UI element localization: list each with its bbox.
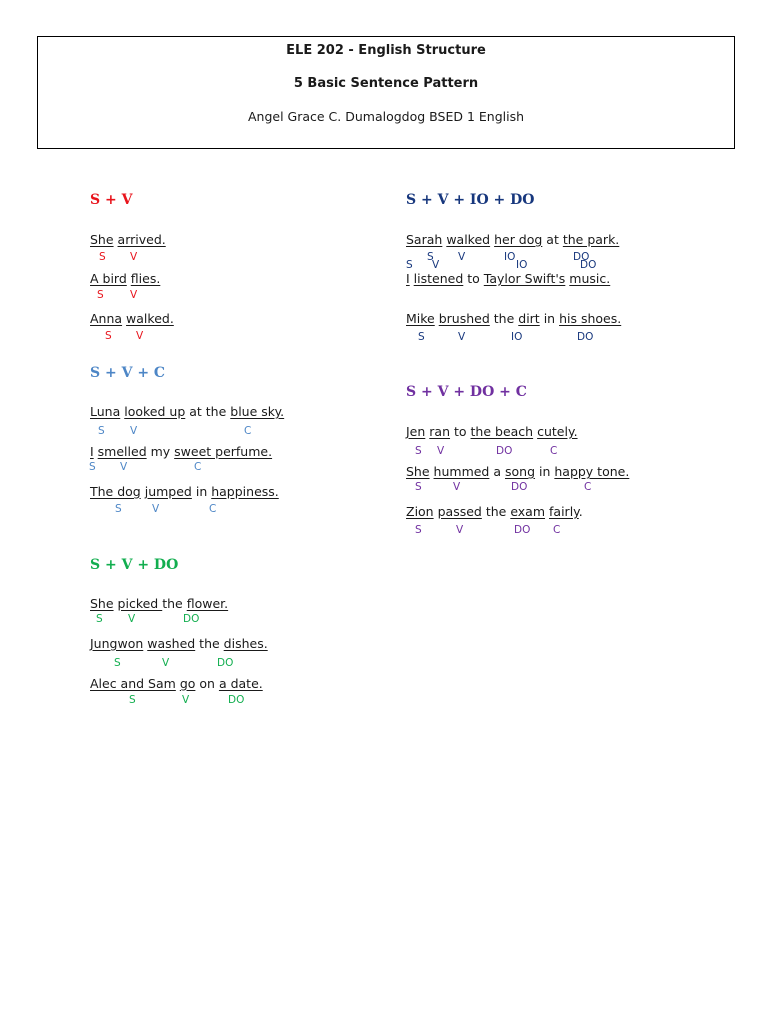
sentence-constituent: the beach <box>470 424 534 439</box>
sentence <box>90 445 272 459</box>
sentence <box>406 233 619 247</box>
sentence-constituent: song <box>504 464 536 479</box>
pattern-label: S <box>415 445 422 457</box>
pattern-label: IO <box>511 331 523 343</box>
sentence-constituent: dishes. <box>223 636 268 651</box>
sentence <box>90 233 166 247</box>
pattern-label: S <box>129 694 136 706</box>
sentence-constituent: happy tone. <box>554 464 630 479</box>
sentence-text: in <box>191 484 212 499</box>
sentence <box>90 597 228 611</box>
pattern-label: V <box>453 481 461 493</box>
sentence-constituent: She <box>90 596 114 611</box>
course-title: ELE 202 - English Structure <box>286 43 486 58</box>
sentence <box>90 677 263 691</box>
pattern-label: V <box>130 289 138 301</box>
sentence-constituent: exam <box>510 504 546 519</box>
pattern-label: S <box>415 524 422 536</box>
pattern-label: DO <box>183 613 200 625</box>
sentence-constituent: Alec and Sam <box>90 676 176 691</box>
sentence-constituent: She <box>406 464 430 479</box>
sentence-constituent: music. <box>569 271 611 286</box>
pattern-label: DO <box>511 481 528 493</box>
sentence-constituent: walked <box>446 232 491 247</box>
sentence-text: the <box>489 311 519 326</box>
pattern-label: DO <box>496 445 513 457</box>
pattern-label: V <box>458 251 466 263</box>
sentence-constituent: A bird <box>90 271 127 286</box>
sentence <box>90 312 174 326</box>
sentence-constituent: Anna <box>90 311 123 326</box>
pattern-label: S <box>115 503 122 515</box>
pattern-label: S <box>427 251 434 263</box>
pattern-label: C <box>553 524 561 536</box>
section-heading-svio: S + V + IO + DO <box>406 192 535 208</box>
pattern-label: S <box>406 259 413 271</box>
sentence <box>406 312 621 326</box>
pattern-label: IO <box>504 251 516 263</box>
pattern-label: S <box>96 613 103 625</box>
sentence-text: the <box>481 504 511 519</box>
sentence-text: at the <box>185 404 231 419</box>
topic-title: 5 Basic Sentence Pattern <box>293 76 479 91</box>
sentence-constituent: Luna <box>90 404 121 419</box>
sentence <box>90 405 284 419</box>
pattern-label: C <box>209 503 217 515</box>
sentence-text: . <box>578 504 583 519</box>
sentence-text: to <box>463 271 484 286</box>
pattern-label: S <box>89 461 96 473</box>
author-line: Angel Grace C. Dumalogdog BSED 1 English <box>247 109 525 124</box>
pattern-label: V <box>120 461 128 473</box>
sentence-constituent: dirt <box>518 311 540 326</box>
section-heading-svc: S + V + C <box>90 365 166 381</box>
pattern-label: V <box>437 445 445 457</box>
sentence-constituent: Mike <box>406 311 435 326</box>
section-heading-svdoc: S + V + DO + C <box>406 384 527 400</box>
pattern-label: V <box>456 524 464 536</box>
sentence <box>90 485 279 499</box>
sentence-text: the <box>162 596 187 611</box>
sentence-constituent: ran <box>429 424 451 439</box>
sentence-constituent: blue sky. <box>230 404 285 419</box>
pattern-label: V <box>130 425 138 437</box>
pattern-label: S <box>418 331 425 343</box>
sentence-constituent: passed <box>437 504 482 519</box>
pattern-label: S <box>415 481 422 493</box>
sentence-constituent: picked <box>117 596 163 611</box>
sentence-constituent: washed <box>147 636 196 651</box>
pattern-label: DO <box>580 259 597 271</box>
sentence-constituent: happiness. <box>211 484 279 499</box>
pattern-label: V <box>162 657 170 669</box>
sentence-constituent: go <box>179 676 196 691</box>
sentence-constituent: jumped <box>144 484 192 499</box>
pattern-label: DO <box>573 251 590 263</box>
sentence-text: in <box>535 464 555 479</box>
sentence-constituent: Jen <box>406 424 426 439</box>
pattern-label: V <box>152 503 160 515</box>
sentence-constituent: sweet perfume. <box>174 444 273 459</box>
sentence <box>406 272 610 286</box>
sentence-constituent: looked up <box>124 404 186 419</box>
pattern-label: IO <box>516 259 528 271</box>
pattern-label: DO <box>228 694 245 706</box>
pattern-label: C <box>244 425 252 437</box>
sentence-constituent: flies. <box>130 271 161 286</box>
sentence-constituent: fairly <box>549 504 579 519</box>
sentence <box>90 272 160 286</box>
pattern-label: C <box>584 481 592 493</box>
pattern-label: DO <box>514 524 531 536</box>
pattern-label: DO <box>217 657 234 669</box>
sentence-constituent: arrived. <box>117 232 166 247</box>
pattern-label: C <box>194 461 202 473</box>
sentence-text: my <box>146 444 175 459</box>
sentence <box>406 425 578 439</box>
sentence-constituent: cutely. <box>537 424 578 439</box>
pattern-label: S <box>98 425 105 437</box>
sentence-constituent: his shoes. <box>559 311 622 326</box>
sentence-constituent: flower. <box>186 596 229 611</box>
sentence-constituent: walked. <box>126 311 174 326</box>
pattern-label: V <box>128 613 136 625</box>
sentence-text: to <box>450 424 471 439</box>
sentence-constituent: a date. <box>218 676 263 691</box>
sentence-constituent: Zion <box>406 504 434 519</box>
sentence-constituent: I <box>406 271 410 286</box>
pattern-label: V <box>458 331 466 343</box>
sentence-constituent: I <box>90 444 94 459</box>
pattern-label: S <box>97 289 104 301</box>
pattern-label: DO <box>577 331 594 343</box>
sentence <box>406 465 629 479</box>
section-heading-sv: S + V <box>90 192 133 208</box>
sentence-text: a <box>489 464 505 479</box>
pattern-label: S <box>114 657 121 669</box>
pattern-label: V <box>130 251 138 263</box>
sentence-text: the <box>195 636 224 651</box>
sentence-constituent: hummed <box>433 464 490 479</box>
pattern-label: V <box>182 694 190 706</box>
sentence-constituent: The dog <box>90 484 141 499</box>
sentence <box>90 637 268 651</box>
pattern-label: C <box>550 445 558 457</box>
sentence-text: at <box>542 232 563 247</box>
pattern-label: V <box>136 330 144 342</box>
sentence <box>406 505 583 519</box>
sentence-constituent: the park. <box>562 232 620 247</box>
sentence-constituent: listened <box>413 271 464 286</box>
pattern-label: S <box>105 330 112 342</box>
sentence-constituent: Jungwon <box>90 636 144 651</box>
sentence-constituent: Sarah <box>406 232 443 247</box>
pattern-label: V <box>432 259 440 271</box>
sentence-constituent: smelled <box>97 444 147 459</box>
sentence-text: on <box>195 676 219 691</box>
sentence-constituent: Taylor Swift's <box>483 271 566 286</box>
sentence-constituent: brushed <box>438 311 490 326</box>
header-box <box>37 36 735 149</box>
sentence-text: in <box>539 311 560 326</box>
section-heading-svdo: S + V + DO <box>90 557 179 573</box>
sentence-constituent: her dog <box>494 232 543 247</box>
pattern-label: S <box>99 251 106 263</box>
sentence-constituent: She <box>90 232 114 247</box>
